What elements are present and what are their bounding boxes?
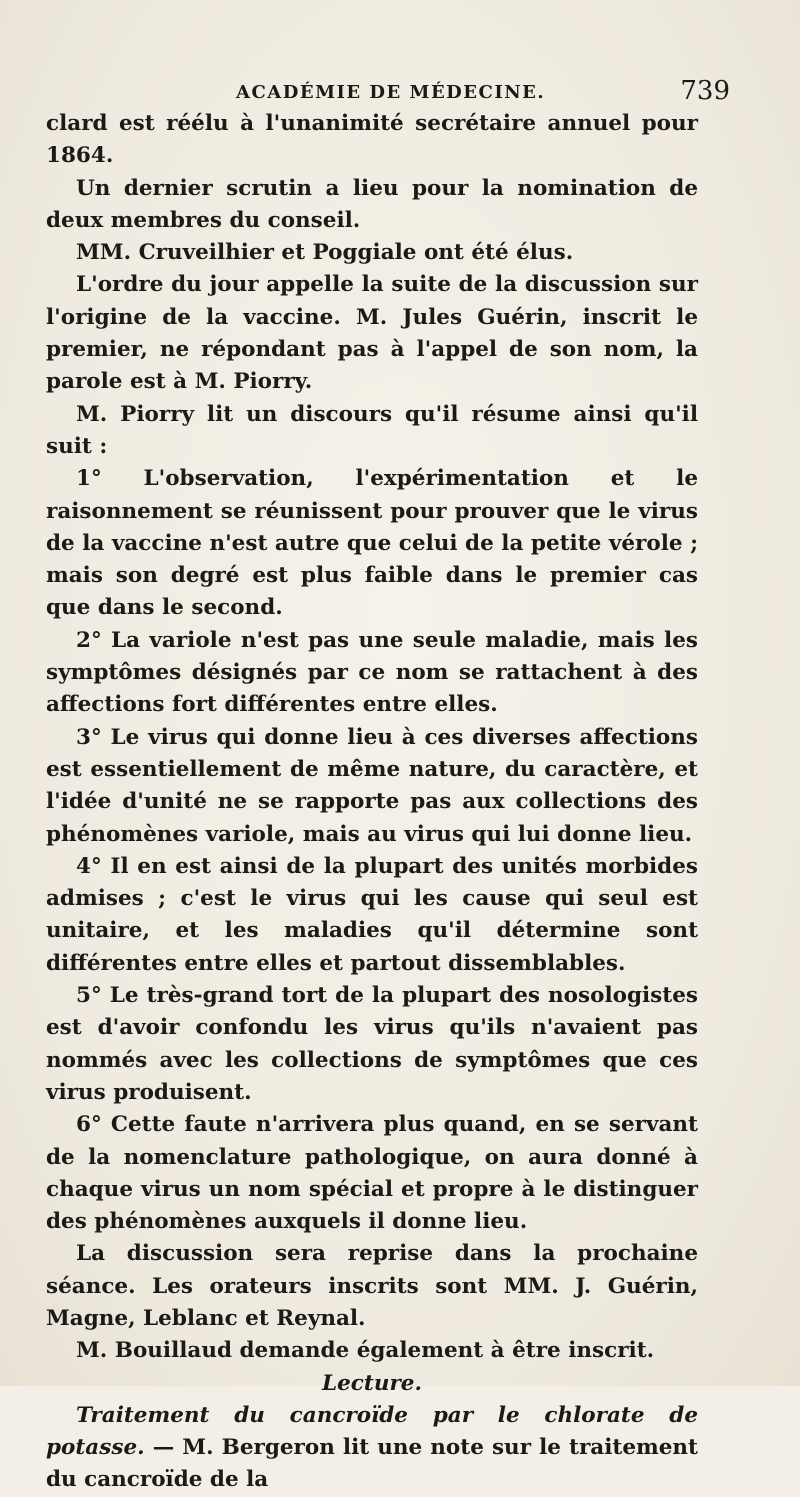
running-head: ACADÉMIE DE MÉDECINE. [236, 82, 546, 103]
paragraph-continuation: clard est réélu à l'unanimité secrétaire annuel pour 1864. [46, 111, 698, 169]
article-title: Traitement du cancroïde par le chlorate de potasse. [46, 1402, 698, 1461]
page-header [230, 72, 770, 112]
final-paragraph-text: M. Bergeron lit une note sur le traitement du cancroïde de la [46, 1435, 698, 1493]
title-dash: — [144, 1435, 183, 1461]
paragraph: L'ordre du jour appelle la suite de la discussion sur l'origine de la vaccine. M. Jules Guérin, inscrit le premier, ne répondant pas à l'appel de son nom, la parole est à M. Piorry. [46, 272, 698, 395]
paragraph: MM. Cruveilhier et Poggiale ont été élus. [76, 240, 574, 266]
numbered-point-1: 1° L'observation, l'expérimentation et le raisonnement se réunissent pour prouver que le virus de la vaccine n'est autre que celui de la petite vérole ; mais son degré est plus faible dans le premier cas que dans le second. [46, 466, 698, 621]
paragraph: M. Bouillaud demande également à être inscrit. [76, 1338, 655, 1364]
paragraph: M. Piorry lit un discours qu'il résume ainsi qu'il suit : [46, 401, 698, 459]
body-text [46, 108, 698, 1497]
page-number: 739 [680, 76, 730, 106]
numbered-point-2: 2° La variole n'est pas une seule maladie, mais les symptômes désignés par ce nom se rattachent à des affections fort différentes entre elles. [46, 627, 698, 718]
numbered-point-4: 4° Il en est ainsi de la plupart des unités morbides admises ; c'est le virus qui les cause qui seul est unitaire, et les maladies qu'il détermine sont différentes entre elles et partout dissemblables. [46, 853, 698, 976]
numbered-point-6: 6° Cette faute n'arrivera plus quand, en se servant de la nomenclature pathologique, on aura donné à chaque virus un nom spécial et propre à le distinguer des phénomènes auxquels il donne lieu. [46, 1112, 698, 1235]
paragraph: Un dernier scrutin a lieu pour la nomination de deux membres du conseil. [46, 175, 698, 233]
numbered-point-5: 5° Le très-grand tort de la plupart des nosologistes est d'avoir confondu les virus qu'ils n'avaient pas nommés avec les collections de symptômes que ces virus produisent. [46, 983, 698, 1105]
numbered-point-3: 3° Le virus qui donne lieu à ces diverses affections est essentiellement de même nature, du caractère, et l'idée d'unité ne se rapporte pas aux collections des phénomènes variole, mais au virus qui lui donne lieu. [46, 724, 698, 847]
final-paragraph [46, 1400, 698, 1497]
paragraph: La discussion sera reprise dans la prochaine séance. Les orateurs inscrits sont MM. J. Guérin, Magne, Leblanc et Reynal. [46, 1241, 698, 1331]
section-heading: Lecture. [322, 1370, 422, 1396]
